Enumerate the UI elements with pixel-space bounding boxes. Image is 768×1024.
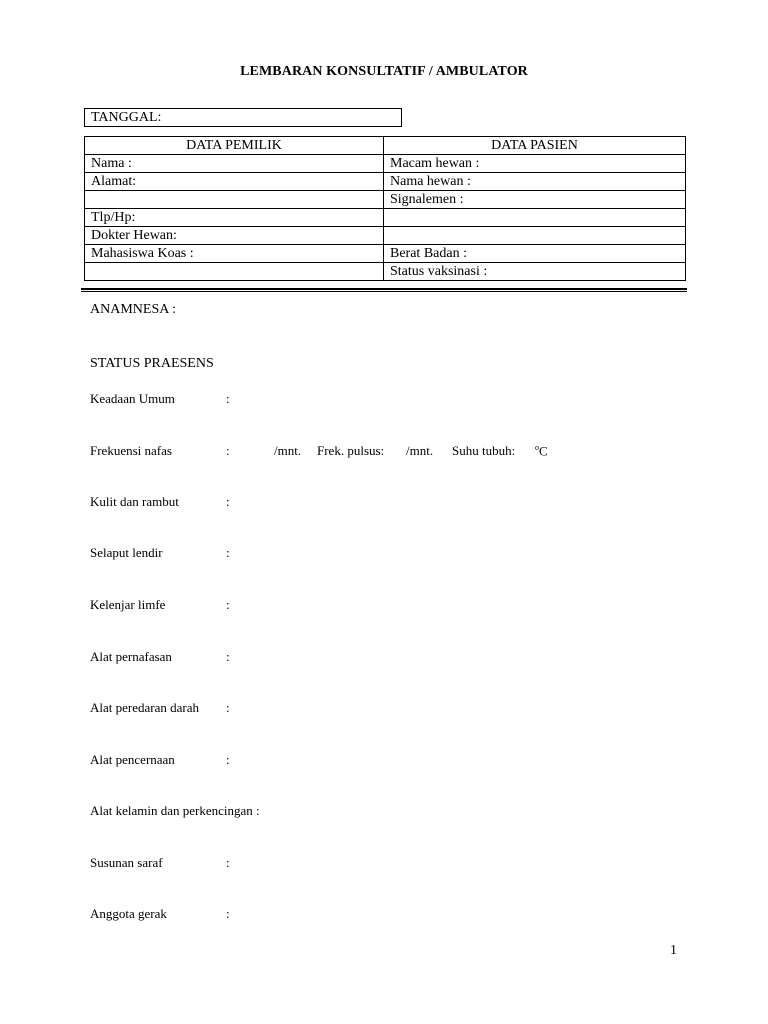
kelenjar-label: Kelenjar limfe <box>90 597 166 612</box>
section-divider <box>81 288 687 292</box>
status-vaksinasi-cell[interactable]: Status vaksinasi : <box>384 263 686 281</box>
tlp-hp-cell[interactable]: Tlp/Hp: <box>85 209 384 227</box>
header-data-pasien: DATA PASIEN <box>384 137 686 155</box>
colon: : <box>226 752 230 767</box>
macam-hewan-cell[interactable]: Macam hewan : <box>384 155 686 173</box>
empty-cell[interactable] <box>85 263 384 281</box>
mnt-unit: /mnt. <box>406 443 434 458</box>
colon: : <box>226 906 230 921</box>
anggota-label: Anggota gerak <box>90 906 167 921</box>
signalemen-cell[interactable]: Signalemen : <box>384 191 686 209</box>
frekuensi-nafas-label: Frekuensi nafas <box>90 443 172 458</box>
selaput-label: Selaput lendir <box>90 545 163 560</box>
kelenjar-row <box>90 597 690 615</box>
frekuensi-row <box>90 443 690 461</box>
anamnesa-label: ANAMNESA : <box>90 302 176 317</box>
colon: : <box>226 443 230 458</box>
degree-sign: o <box>535 443 539 452</box>
celsius-letter: C <box>539 443 548 459</box>
table-row <box>85 245 686 263</box>
dokter-hewan-cell[interactable]: Dokter Hewan: <box>85 227 384 245</box>
page-title: LEMBARAN KONSULTATIF / AMBULATOR <box>240 64 528 79</box>
status-praesens-label: STATUS PRAESENS <box>90 356 214 371</box>
alamat-cell[interactable]: Alamat: <box>85 173 384 191</box>
keadaan-umum-row <box>90 391 690 409</box>
mnt-unit: /mnt. <box>274 443 302 458</box>
selaput-row <box>90 545 690 563</box>
celsius-unit <box>535 443 548 459</box>
nama-hewan-cell[interactable]: Nama hewan : <box>384 173 686 191</box>
saraf-label: Susunan saraf <box>90 855 163 870</box>
kulit-label: Kulit dan rambut <box>90 494 179 509</box>
colon: : <box>226 597 230 612</box>
peredaran-label: Alat peredaran darah <box>90 700 199 715</box>
peredaran-row <box>90 700 690 718</box>
anggota-row <box>90 906 690 924</box>
pernafasan-row <box>90 649 690 667</box>
owner-patient-table <box>84 136 686 281</box>
pencernaan-label: Alat pencernaan <box>90 752 175 767</box>
keadaan-umum-label: Keadaan Umum <box>90 391 175 406</box>
berat-badan-cell[interactable]: Berat Badan : <box>384 245 686 263</box>
table-row <box>85 173 686 191</box>
table-row <box>85 227 686 245</box>
colon: : <box>226 700 230 715</box>
header-data-pemilik: DATA PEMILIK <box>85 137 384 155</box>
nama-cell[interactable]: Nama : <box>85 155 384 173</box>
alamat-cont-cell[interactable] <box>85 191 384 209</box>
kulit-row <box>90 494 690 512</box>
colon: : <box>226 391 230 406</box>
suhu-tubuh-label: Suhu tubuh: <box>452 443 516 458</box>
colon: : <box>226 855 230 870</box>
colon: : <box>226 649 230 664</box>
kelamin-row <box>90 803 690 821</box>
colon: : <box>226 494 230 509</box>
mahasiswa-koas-cell[interactable]: Mahasiswa Koas : <box>85 245 384 263</box>
table-row <box>85 155 686 173</box>
empty-cell[interactable] <box>384 209 686 227</box>
empty-cell[interactable] <box>384 227 686 245</box>
tanggal-field[interactable]: TANGGAL: <box>84 108 402 127</box>
saraf-row <box>90 855 690 873</box>
frek-pulsus-label: Frek. pulsus: <box>317 443 385 458</box>
colon: : <box>226 545 230 560</box>
pernafasan-label: Alat pernafasan <box>90 649 172 664</box>
table-row <box>85 191 686 209</box>
table-row <box>85 263 686 281</box>
page-number: 1 <box>670 943 677 958</box>
table-row <box>85 209 686 227</box>
pencernaan-row <box>90 752 690 770</box>
kelamin-label: Alat kelamin dan perkencingan : <box>90 803 260 818</box>
